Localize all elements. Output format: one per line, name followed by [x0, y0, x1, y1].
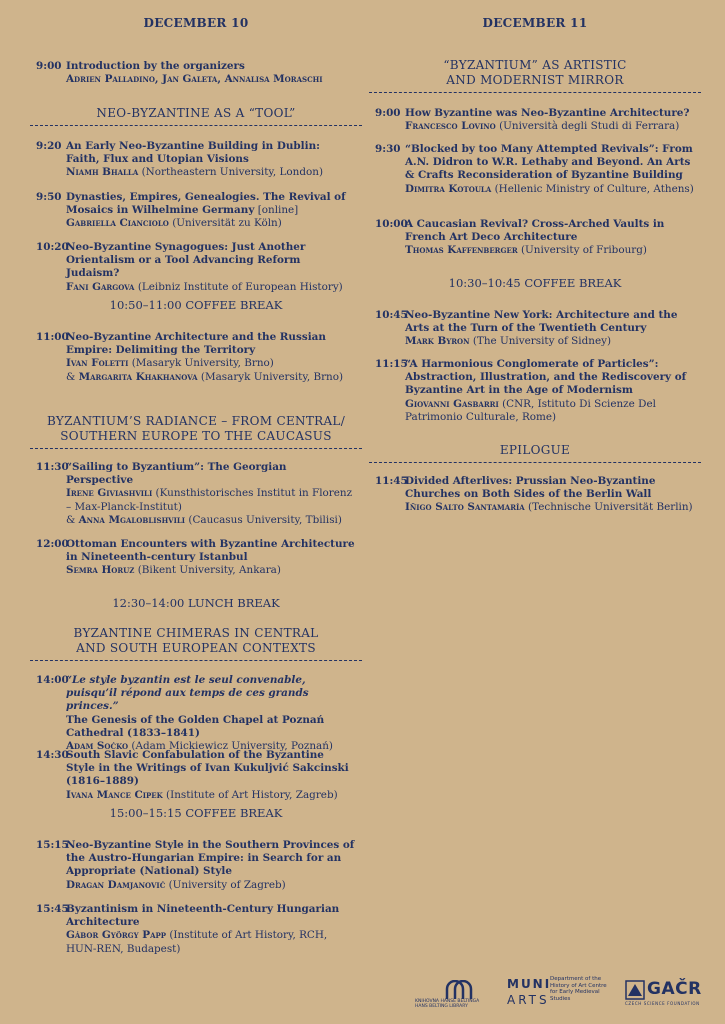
speaker [405, 120, 695, 133]
speaker-name: Irene Giviashvili [66, 487, 153, 500]
session-time: 12:00 [36, 538, 69, 550]
speaker-name: Margarita Khakhanova [78, 370, 198, 383]
session-time: 10:45 [375, 309, 408, 321]
speaker [66, 281, 356, 294]
session-title: How Byzantine was Neo-Byzantine Architecture? [405, 107, 690, 119]
speaker [66, 166, 356, 179]
session-title: “A Harmonious Conglomerate of Particles”: Abstraction, Illustration, and the Rediscovery of Byzantine Art in the Age of Modernism [405, 358, 687, 397]
session [375, 358, 695, 424]
speaker-name: Thomas Kaffenberger [405, 244, 518, 257]
speaker-name: Ivana Mance Cipek [66, 788, 163, 801]
dashed-divider [30, 448, 362, 449]
section-heading [36, 414, 356, 444]
session [36, 331, 356, 384]
session-title: Ottoman Encounters with Byzantine Architecture in Nineteenth-century Istanbul [66, 538, 355, 564]
section-title: NEO-BYZANTINE AS A “TOOL” [96, 106, 296, 120]
speaker-affiliation: (Kunsthistorisches Institut in Florenz – Max-Planck-Institut) [66, 487, 353, 513]
speaker-name: Semra Horuz [66, 564, 135, 577]
session-time: 11:30 [36, 461, 69, 473]
session-time: 11:00 [36, 331, 69, 343]
session-time: 11:15 [375, 358, 408, 370]
session-title: A Caucasian Revival? Cross-Arched Vaults in French Art Deco Architecture [405, 218, 665, 244]
session-quote: “Le style byzantin est le seul convenable, puisqu’il répond aux temps de ces grands princes.” [66, 674, 309, 713]
section-heading [36, 106, 356, 121]
speaker [66, 789, 356, 802]
muni-arts-logo [507, 975, 619, 1011]
speaker-name: Gabriella Cianciolo [66, 217, 169, 230]
speaker-name: Giovanni Gasbarri [405, 397, 499, 410]
session-title: South Slavic Confabulation of the Byzantine Style in the Writings of Ivan Kukuljvić Sakcinski (1816–1889) [66, 749, 349, 788]
coffee-break: 15:00–15:15 COFFEE BREAK [109, 806, 283, 820]
speaker-name: Ivan Foletti [66, 357, 129, 370]
speaker-affiliation: (Caucasus University, Tbilisi) [188, 513, 342, 526]
session-title: Introduction by the organizers [66, 60, 245, 72]
speaker-affiliation: (Technische Universität Berlin) [528, 501, 693, 514]
hb-line-2: HANS BELTING LIBRARY [415, 1004, 468, 1009]
speaker [66, 929, 356, 955]
speaker: & Margarita Khakhanova (Masaryk University, Brno) [66, 370, 344, 383]
speaker-affiliation: (Institute of Art History, RCH, HUN-REN, Budapest) [66, 929, 328, 955]
speaker-affiliation: (Masaryk University, Brno) [131, 357, 274, 370]
section-title: EPILOGUE [499, 443, 571, 457]
dashed-divider [369, 92, 701, 93]
session [36, 674, 356, 753]
session [36, 241, 356, 294]
department-text: Department of the History of Art Centre for Early Medieval Studies [550, 976, 607, 1002]
speaker [405, 501, 695, 514]
sponsor-logos [415, 975, 715, 1015]
session-intro [36, 60, 356, 86]
session [36, 461, 356, 527]
session-time: 9:00 [375, 107, 401, 119]
session-title: “Blocked by too Many Attempted Revivals”: From A.N. Didron to W.R. Lethaby and Beyond. An Arts & Crafts Reconsideration of Byzantine Building [405, 143, 693, 182]
speaker-names: Adrien Palladino, Jan Galeta, Annalisa Moraschi [66, 73, 323, 86]
speaker [66, 564, 356, 577]
speaker-name: Anna Mgaloblishvili [78, 513, 186, 526]
session-title: Neo-Byzantine Style in the Southern Provinces of the Austro-Hungarian Empire: in Search for an Appropriate (National) Style [66, 839, 355, 878]
speaker-affiliation: (CNR, Istituto Di Scienze Del Patrimonio Culturale, Rome) [405, 397, 656, 423]
speaker [405, 398, 695, 424]
coffee-break: 10:30–10:45 COFFEE BREAK [448, 276, 622, 290]
speaker-name: Mark Byron [405, 335, 470, 348]
speaker-affiliation: (Northeastern University, London) [141, 166, 323, 179]
session [375, 107, 695, 133]
hb-line-1: KNIHOVNA HANSE BELTINGA [415, 999, 480, 1004]
section-title-line: BYZANTIUM’S RADIANCE – FROM CENTRAL/ [46, 414, 346, 428]
section-title-line: AND SOUTH EUROPEAN CONTEXTS [76, 641, 316, 655]
session [375, 218, 695, 258]
speaker-name: Dragan Damjanović [66, 878, 166, 891]
speaker [405, 183, 695, 196]
arts-wordmark: ARTS [507, 993, 550, 1007]
speaker-name: Iñigo Salto Santamaría [405, 501, 525, 514]
session-time: 9:20 [36, 140, 62, 152]
speaker-affiliation: (University of Zagreb) [168, 878, 286, 891]
lunch-break: 12:30–14:00 LUNCH BREAK [112, 596, 280, 610]
session-time: 10:00 [375, 218, 408, 230]
session-title: An Early Neo-Byzantine Building in Dublin: Faith, Flux and Utopian Visions [66, 140, 320, 166]
section-title-line: AND MODERNIST MIRROR [446, 73, 624, 87]
section-heading [375, 58, 695, 88]
session-title: “Sailing to Byzantium”: The Georgian Perspective [66, 461, 287, 487]
session [36, 140, 356, 180]
speaker [405, 335, 695, 348]
session-time: 15:15 [36, 839, 69, 851]
gacr-logo [625, 979, 717, 1009]
session-title: Neo-Byzantine New York: Architecture and the Arts at the Turn of the Twentieth Century [405, 309, 678, 335]
speaker-affiliation: (The University of Sidney) [472, 335, 612, 348]
session-time: 15:45 [36, 903, 69, 915]
session-time: 9:30 [375, 143, 401, 155]
session [36, 191, 356, 231]
day-heading: DECEMBER 11 [482, 16, 588, 30]
session-time: 9:00 [36, 60, 62, 72]
speaker-affiliation: (Bikent University, Ankara) [137, 564, 281, 577]
dashed-divider [30, 125, 362, 126]
section-title-line: BYZANTINE CHIMERAS IN CENTRAL [73, 626, 319, 640]
session-title: The Genesis of the Golden Chapel at Poznań Cathedral (1833–1841) [66, 713, 325, 739]
speaker-affiliation: (Adam Mickiewicz University, Poznań) [131, 740, 333, 753]
session [36, 903, 356, 956]
session-title: Divided Afterlives: Prussian Neo-Byzantine Churches on Both Sides of the Berlin Wall [405, 475, 656, 501]
section-title-line: SOUTHERN EUROPE TO THE CAUCASUS [60, 429, 332, 443]
speaker-affiliation: (Universität zu Köln) [172, 217, 282, 230]
session-time: 10:20 [36, 241, 69, 253]
session [36, 749, 356, 802]
speaker [66, 357, 356, 370]
session [375, 143, 695, 196]
speaker-affiliation: (Università degli Studi di Ferrara) [499, 120, 680, 133]
dashed-divider [369, 462, 701, 463]
speaker-name: Francesco Lovino [405, 120, 496, 133]
session [36, 839, 356, 892]
session-time: 11:45 [375, 475, 408, 487]
session [375, 309, 695, 349]
session-title: Dynasties, Empires, Genealogies. The Revival of Mosaics in Wilhelmine Germany [66, 191, 346, 217]
speaker [405, 244, 695, 257]
day-heading: DECEMBER 10 [143, 16, 249, 30]
session [36, 538, 356, 578]
gacr-subtitle: CZECH SCIENCE FOUNDATION [625, 1001, 700, 1006]
speaker-name: Niamh Bhalla [66, 166, 139, 179]
speaker [66, 217, 356, 230]
session-time: 14:30 [36, 749, 69, 761]
library-arch-icon [443, 980, 483, 1000]
section-heading [36, 626, 356, 656]
speaker-affiliation: (Leibniz Institute of European History) [137, 280, 343, 293]
online-note: [online] [257, 204, 299, 217]
speaker-name: Adam Soćko [66, 740, 129, 753]
dashed-divider [30, 660, 362, 661]
coffee-break: 10:50–11:00 COFFEE BREAK [109, 298, 283, 312]
speaker-affiliation: (University of Fribourg) [520, 244, 647, 257]
session-title: Neo-Byzantine Synagogues: Just Another Orientalism or a Tool Advancing Reform Judaism? [66, 241, 306, 280]
speaker-affiliation: (Institute of Art History, Zagreb) [166, 788, 338, 801]
speaker [66, 879, 356, 892]
hb-text [415, 999, 479, 1009]
speaker-name: Fani Gargova [66, 280, 135, 293]
session [375, 475, 695, 515]
section-title-line: “BYZANTIUM” AS ARTISTIC [443, 58, 627, 72]
speaker-affiliation: (Hellenic Ministry of Culture, Athens) [494, 182, 694, 195]
speaker [66, 487, 356, 513]
section-heading [375, 443, 695, 458]
speaker-affiliation: (Masaryk University, Brno) [200, 370, 344, 383]
session-title: Byzantinism in Nineteenth-Century Hungarian Architecture [66, 903, 340, 929]
hans-belting-library-logo [415, 980, 505, 1010]
session-time: 14:00 [36, 674, 69, 686]
muni-wordmark: MUNI [507, 977, 552, 991]
gacr-wordmark: GAČR [647, 979, 702, 999]
speaker-name: Gábor György Papp [66, 929, 167, 942]
speaker: & Anna Mgaloblishvili (Caucasus University, Tbilisi) [66, 513, 342, 526]
gacr-emblem-icon [625, 980, 645, 1000]
session-time: 9:50 [36, 191, 62, 203]
session-title: Neo-Byzantine Architecture and the Russian Empire: Delimiting the Territory [66, 331, 326, 357]
speaker-name: Dimitra Kotoula [405, 182, 492, 195]
